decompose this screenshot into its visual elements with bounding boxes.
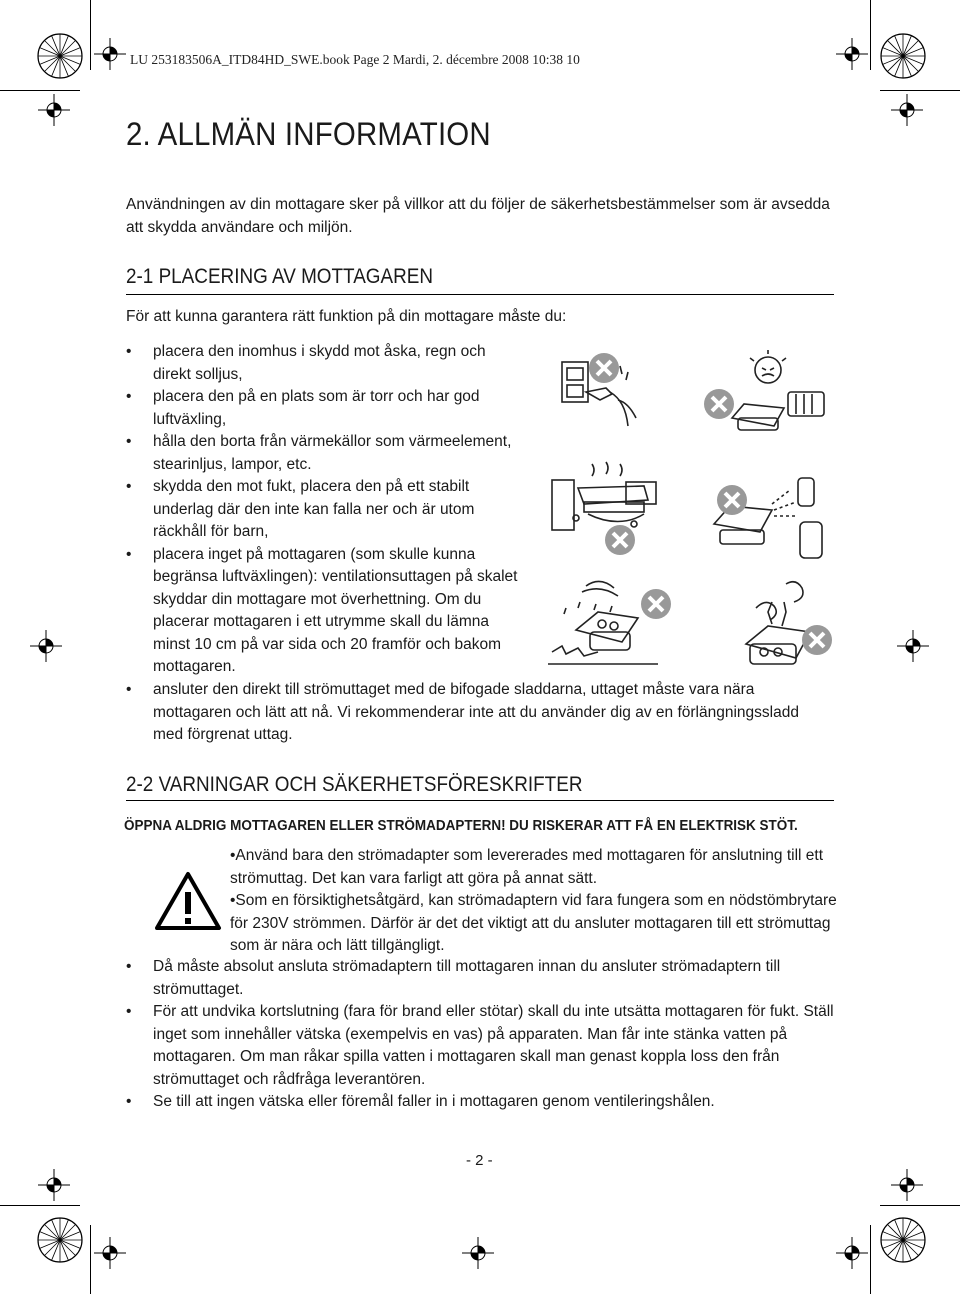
registration-mark-icon bbox=[877, 30, 929, 82]
registration-mark-icon bbox=[90, 1233, 130, 1273]
prohibited-x-icon bbox=[703, 388, 735, 420]
registration-mark-icon bbox=[90, 34, 130, 74]
placement-list-continued bbox=[126, 679, 806, 747]
section-divider bbox=[126, 294, 834, 295]
section-title-warnings: 2-2 VARNINGAR OCH SÄKERHETSFÖRESKRIFTER bbox=[126, 773, 583, 796]
electric-shock-warning: ÖPPNA ALDRIG MOTTAGAREN ELLER STRÖMADAPTERN! DU RISKERAR ATT FÅ EN ELEKTRISK STÖT. bbox=[124, 818, 798, 834]
warning-line: •Som en försiktighetsåtgärd, kan strömadaptern vid fara fungera som en nödstömbrytare för 230V strömmen. Därför är det det viktigt att du ansluter mottagaren till ett strömuttag som är nära och lätt tillgängligt. bbox=[230, 892, 837, 954]
crop-mark-icon bbox=[880, 1205, 960, 1206]
registration-mark-icon bbox=[34, 30, 86, 82]
intro-paragraph: Användningen av din mottagare sker på villkor att du följer de säkerhetsbestämmelser som är avsedda att skydda användare och miljön. bbox=[126, 196, 830, 236]
prohibited-x-icon bbox=[588, 352, 620, 384]
list-item: • placera den inomhus i skydd mot åska, regn och direkt solljus, bbox=[126, 341, 526, 386]
rain-receiver-illustration bbox=[546, 572, 664, 672]
list-item: • hålla den borta från värmekällor som värmeelement, stearinljus, lampor, etc. bbox=[126, 431, 526, 476]
list-item: • placera inget på mottagaren (som skulle kunna begränsa luftväxlingen): ventilationsuttagen på skalet skyddar din mottagare mot överhettning. Om du placerar mottagaren i ett utrymme skall du lämna minst 10 cm på var sida och 20 framför och bakom mottagaren. bbox=[126, 544, 526, 679]
registration-mark-icon bbox=[832, 34, 872, 74]
page-title: 2. ALLMÄN INFORMATION bbox=[126, 116, 491, 152]
section-divider bbox=[126, 800, 834, 801]
warning-line: •Använd bara den strömadapter som levererades med mottagaren för anslutning till ett strömuttag. Det kan vara farligt att göra på annat sätt. bbox=[230, 847, 824, 887]
crop-mark-icon bbox=[0, 1205, 80, 1206]
warning-triangle-icon bbox=[153, 870, 223, 932]
section-title-placement: 2-1 PLACERING AV MOTTAGAREN bbox=[126, 265, 434, 288]
list-item: • Se till att ingen vätska eller föremål faller in i mottagaren genom ventileringshålen. bbox=[126, 1091, 836, 1114]
placement-list bbox=[126, 341, 526, 679]
prohibited-x-icon bbox=[604, 524, 636, 556]
book-header-line: LU 253183506A_ITD84HD_SWE.book Page 2 Mardi, 2. décembre 2008 10:38 10 bbox=[130, 52, 580, 67]
registration-mark-icon bbox=[832, 1233, 872, 1273]
registration-mark-icon bbox=[34, 1214, 86, 1266]
registration-mark-icon bbox=[458, 1233, 498, 1273]
page-number: - 2 - bbox=[466, 1152, 493, 1169]
warning-text-block bbox=[230, 845, 840, 958]
list-item: • skydda den mot fukt, placera den på ett stabilt underlag där den inte kan falla ner och är utom räckhåll för barn, bbox=[126, 476, 526, 544]
registration-mark-icon bbox=[34, 1165, 74, 1205]
list-item: • För att undvika kortslutning (fara för brand eller stötar) skall du inte utsätta mottagaren för fukt. Ställ inget som innehåller vätska (exempelvis en vas) på apparaten. Man får inte stänka vatten på mottagaren. Om man råkar spilla vatten i mottagaren skall man genast koppla loss den från strömuttaget och rådfråga leverantören. bbox=[126, 1001, 836, 1091]
registration-mark-icon bbox=[887, 1165, 927, 1205]
registration-mark-icon bbox=[34, 90, 74, 130]
list-item: • ansluter den direkt till strömuttaget med de bifogade sladdarna, uttaget måste vara nära mottagaren och lätt att nå. Vi rekommenderar inte att du använder dig av en förlängningssladd med förgrenat uttag. bbox=[126, 679, 806, 747]
prohibited-x-icon bbox=[640, 588, 672, 620]
prohibited-x-icon bbox=[716, 484, 748, 516]
section-intro: För att kunna garantera rätt funktion på din mottagare måste du: bbox=[126, 308, 567, 325]
safety-list bbox=[126, 956, 836, 1114]
registration-mark-icon bbox=[26, 626, 66, 666]
list-item: • Då måste absolut ansluta strömadaptern till mottagaren innan du ansluter strömadaptern till strömuttaget. bbox=[126, 956, 836, 1001]
registration-mark-icon bbox=[893, 626, 933, 666]
prohibited-x-icon bbox=[801, 624, 833, 656]
registration-mark-icon bbox=[887, 90, 927, 130]
list-item: • placera den på en plats som är torr och har god luftväxling, bbox=[126, 386, 526, 431]
registration-mark-icon bbox=[877, 1214, 929, 1266]
